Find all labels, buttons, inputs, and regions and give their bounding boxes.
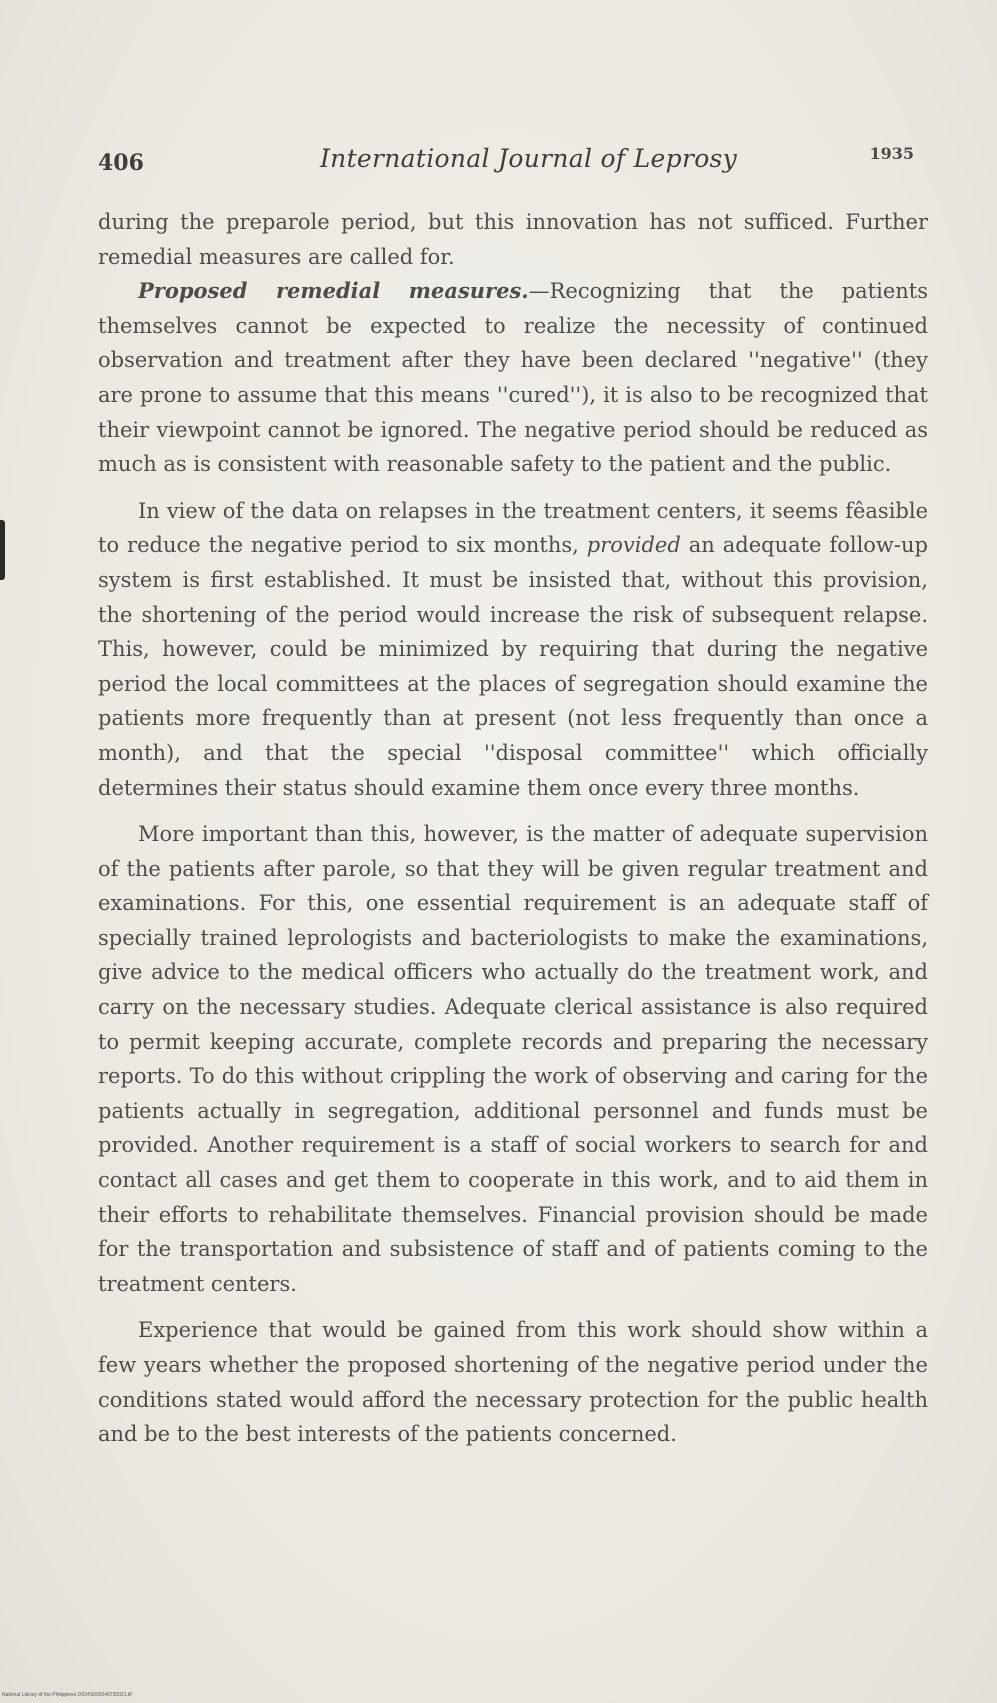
binding-edge-mark bbox=[0, 520, 5, 580]
paragraph-experience bbox=[98, 1313, 928, 1451]
section-run-in-heading: Proposed remedial measures. bbox=[138, 278, 529, 304]
paragraph-supervision bbox=[98, 817, 928, 1301]
paragraph-text: More important than this, however, is the matter of adequate supervision of the patients after parole, so that they will be given regular treatment and examinations. For this, one essential requirement is an adequate staff of specially trained leprologists and bacteriologists to make the examinations, give advice to the medical officers who actually do the treatment work, and carry on the necessary studies. Adequate clerical assistance is also required to permit keeping accurate, complete records and preparing the necessary reports. To do this without crippling the work of observing and caring for the patients actually in segregation, additional personnel and funds must be provided. Another requirement is a staff of social workers to search for and contact all cases and get them to cooperate in this work, and to aid them in their efforts to rehabilitate themselves. Financial provision should be made for the transportation and subsistence of staff and of patients coming to the treatment centers. bbox=[98, 822, 928, 1296]
publication-year: 1935 bbox=[869, 144, 914, 163]
page-number: 406 bbox=[98, 150, 144, 176]
paragraph-text: In view of the data on relapses in the treatment centers, it seems fêasible to reduce the negative period to six months, bbox=[98, 498, 928, 558]
emphasized-word: provided bbox=[586, 533, 681, 558]
running-header bbox=[98, 144, 914, 184]
journal-title: International Journal of Leprosy bbox=[320, 144, 738, 173]
paragraph-relapses bbox=[98, 494, 928, 805]
paragraph-proposed-remedial-measures bbox=[98, 274, 928, 482]
scan-footer-credit: National Library of the Philippines D024S000240730021.tif bbox=[2, 1692, 132, 1698]
paragraph-text: an adequate follow-up system is first established. It must be insisted that, without this provision, the shortening of the period would increase the risk of subsequent relapse. This, however, could be minimized by requiring that during the negative period the local committees at the places of segregation should examine the patients more frequently than at present (not less frequently than once a month), and that the special ''disposal committee'' which officially determines their status should examine them once every three months. bbox=[98, 533, 928, 800]
paragraph-text: during the preparole period, but this innovation has not sufficed. Further remedial measures are called for. bbox=[98, 210, 928, 269]
article-body bbox=[98, 205, 928, 1464]
paragraph-continuation bbox=[98, 205, 928, 274]
paragraph-text: Experience that would be gained from this work should show within a few years whether the proposed shortening of the negative period under the conditions stated would afford the necessary protection for the public health and be to the best interests of the patients concerned. bbox=[98, 1318, 928, 1447]
paragraph-text: —Recognizing that the patients themselves cannot be expected to realize the necessity of continued observation and treatment after they have been declared ''negative'' (they are prone to assume that this means ''cured''), it is also to be recognized that their viewpoint cannot be ignored. The negative period should be reduced as much as is consistent with reasonable safety to the patient and the public. bbox=[98, 279, 928, 477]
